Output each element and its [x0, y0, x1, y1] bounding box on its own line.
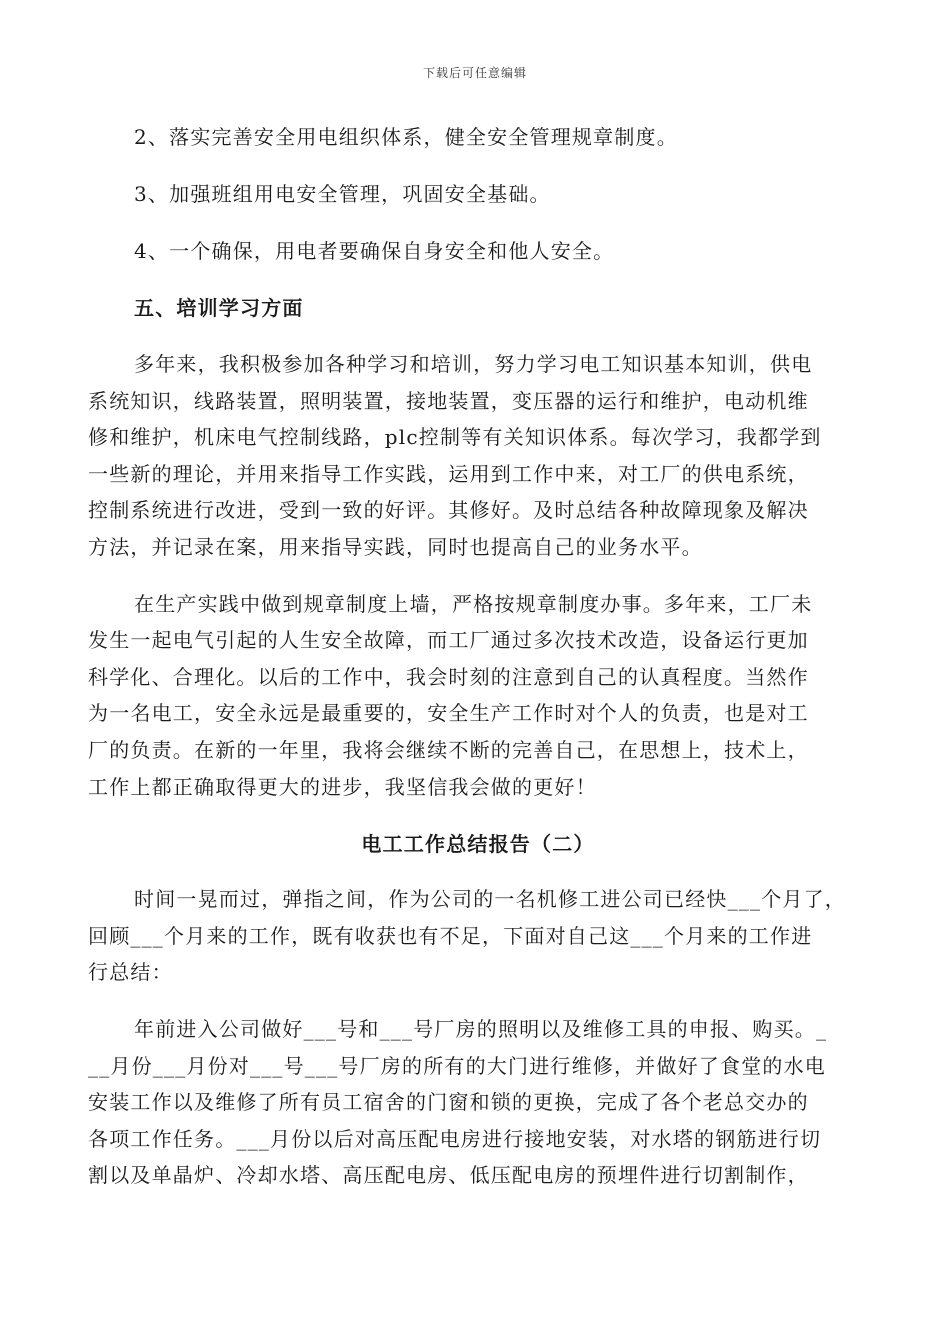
list-item-2: 2、落实完善安全用电组织体系，健全安全管理规章制度。 — [134, 125, 678, 149]
paragraph-line: 多年来，我积极参加各种学习和培训，努力学习电工知识基本知训，供电 — [134, 352, 813, 376]
paragraph-line: 各项工作任务。___月份以后对高压配电房进行接地安装，对水塔的钢筋进行切 — [88, 1126, 822, 1151]
paragraph-line: 一些新的理论，并用来指导工作实践，运用到工作中来，对工厂的供电系统， — [88, 461, 809, 486]
paragraph-line: 控制系统进行改进，受到一致的好评。其修好。及时总结各种故障现象及解决 — [88, 498, 809, 523]
paragraph-line: 发生一起电气引起的人生安全故障，而工厂通过多次技术改造，设备运行更加 — [88, 628, 809, 653]
paragraph-line: 科学化、合理化。以后的工作中，我会时刻的注意到自己的认真程度。当然作 — [88, 664, 809, 689]
document-body — [88, 118, 868, 1214]
list-item-3: 3、加强班组用电安全管理，巩固安全基础。 — [134, 182, 551, 206]
paragraph-line: 在生产实践中做到规章制度上墙，严格按规章制度办事。多年来，工厂未 — [134, 591, 813, 616]
document-title: 电工工作总结报告（二） — [361, 832, 595, 857]
paragraph-line: 回顾___个月来的工作，既有收获也有不足，下面对自己这___个月来的工作进 — [88, 923, 813, 948]
paragraph-intro — [88, 881, 868, 991]
paragraph-work — [88, 1011, 868, 1194]
paragraph-line: 厂的负责。在新的一年里，我将会继续不断的完善自己，在思想上，技术上， — [88, 737, 809, 762]
paragraph-line: 工作上都正确取得更大的进步，我坚信我会做的更好！ — [88, 774, 597, 799]
paragraph-line: 修和维护，机床电气控制线路，plc控制等有关知识体系。每次学习，我都学到 — [88, 425, 822, 450]
paragraph-training — [88, 346, 868, 566]
paragraph-line: 安装工作以及维修了所有员工宿舍的门窗和锁的更换，完成了各个老总交办的 — [88, 1090, 809, 1115]
paragraph-line: 割以及单晶炉、冷却水塔、高压配电房、低压配电房的预埋件进行切割制作， — [88, 1163, 809, 1188]
paragraph-line: 行总结： — [88, 960, 173, 985]
paragraph-line: 系统知识，线路装置，照明装置，接地装置，变压器的运行和维护，电动机维 — [88, 388, 809, 413]
list-item-4: 4、一个确保，用电者要确保自身安全和他人安全。 — [134, 239, 615, 263]
paragraph-line: 为一名电工，安全永远是最重要的，安全生产工作时对个人的负责，也是对工 — [88, 701, 809, 726]
paragraph-line: 方法，并记录在案，用来指导实践，同时也提高自己的业务水平。 — [88, 534, 703, 559]
section-heading-training: 五、培训学习方面 — [134, 296, 304, 320]
paragraph-line: 时间一晃而过，弹指之间，作为公司的一名机修工进公司已经快___个月了， — [134, 887, 846, 912]
paragraph-safety — [88, 586, 868, 806]
header-note: 下载后可任意编辑 — [422, 66, 527, 80]
paragraph-line: 年前进入公司做好___号和___号厂房的照明以及维修工具的申报、购买。_ — [134, 1016, 828, 1041]
paragraph-line: __月份___月份对___号___号厂房的所有的大门进行维修，并做好了食堂的水电 — [88, 1053, 826, 1078]
